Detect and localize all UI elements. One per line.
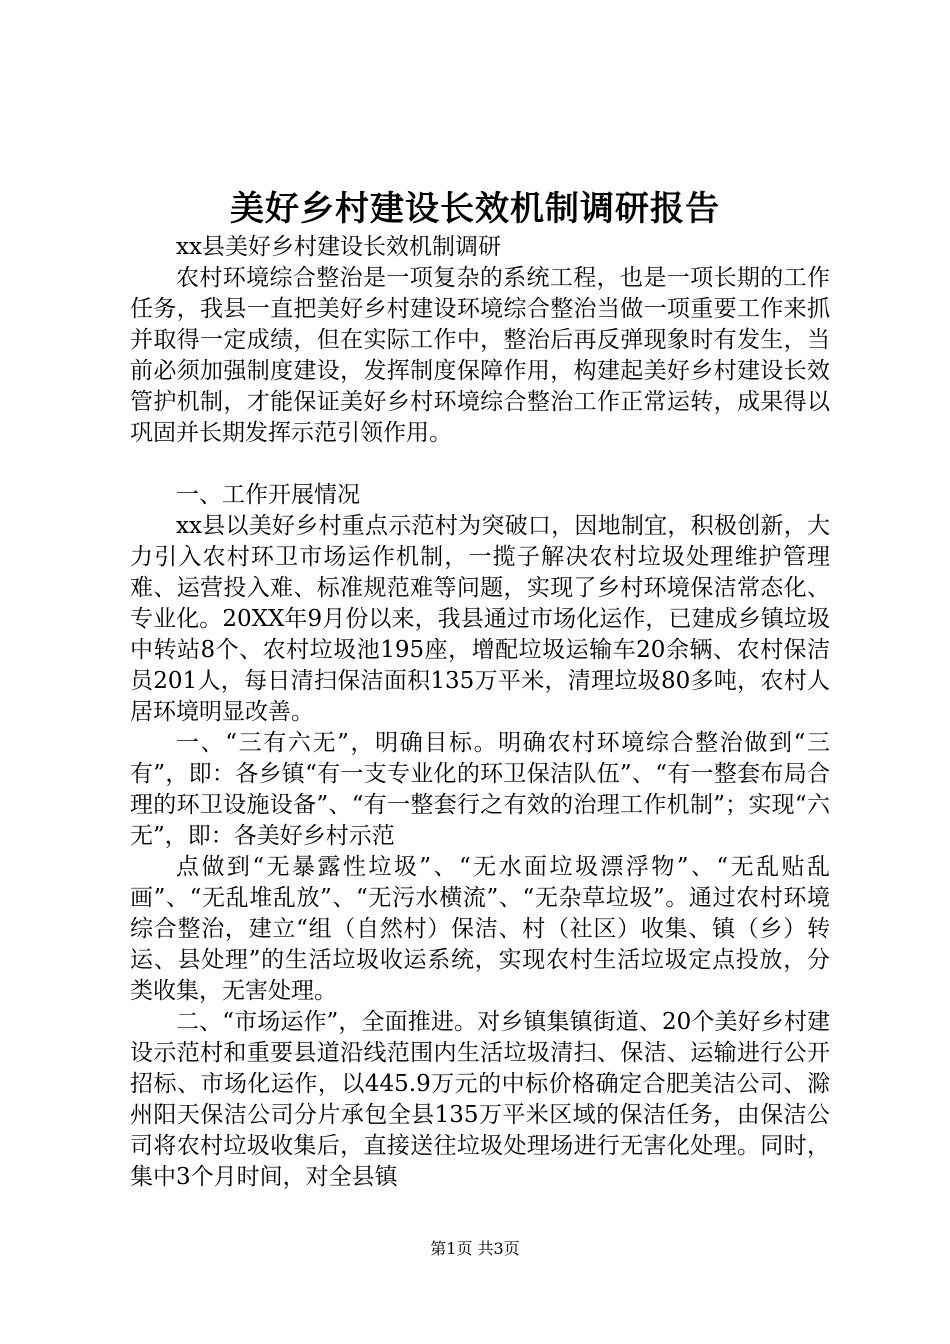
point-two-paragraph: 二、“市场运作”，全面推进。对乡镇集镇街道、20个美好乡村建设示范村和重要县道沿线范围内生活垃圾清扫、保洁、运输进行公开招标、市场化运作，以445.9万元的中标价格确定合肥美洁公司、滁州阳天保洁公司分片承包全县135万平米区域的保洁任务，由保洁公司将农村垃圾收集后，直接送往垃圾处理场进行无害化处理。同时，集中3个月时间，对全县镇 — [130, 1009, 830, 1190]
subtitle-paragraph: xx县美好乡村建设长效机制调研 — [176, 234, 501, 260]
intro-paragraph: 农村环境综合整治是一项复杂的系统工程，也是一项长期的工作任务，我县一直把美好乡村建设环境综合整治当做一项重要工作来抓并取得一定成绩，但在实际工作中，整治后再反弹现象时有发生，当前必须加强制度建设，发挥制度保障作用，构建起美好乡村建设长效管护机制，才能保证美好乡村环境综合整治工作正常运转，成果得以巩固并长期发挥示范引领作用。 — [130, 265, 830, 446]
document-body — [130, 232, 830, 1193]
section-heading: 一、工作开展情况 — [176, 482, 360, 508]
document-title: 美好乡村建设长效机制调研报告 — [230, 189, 720, 229]
overview-paragraph: xx县以美好乡村重点示范村为突破口，因地制宜，积极创新，大力引入农村环卫市场运作机制，一揽子解决农村垃圾处理维护管理难、运营投入难、标准规范难等问题，实现了乡村环境保洁常态化、专业化。20XX年9月份以来，我县通过市场化运作，已建成乡镇垃圾中转站8个、农村垃圾池195座，增配垃圾运输车20余辆、农村保洁员201人，每日清扫保洁面积135万平米，清理垃圾80多吨，农村人居环境明显改善。 — [130, 513, 830, 725]
point-one-continued-paragraph: 点做到“无暴露性垃圾”、“无水面垃圾漂浮物”、“无乱贴乱画”、“无乱堆乱放”、“无污水横流”、“无杂草垃圾”。通过农村环境综合整治，建立“组（自然村）保洁、村（社区）收集、镇（乡）转运、县处理”的生活垃圾收运系统，实现农村生活垃圾定点投放，分类收集，无害处理。 — [130, 854, 830, 1004]
page-number-footer: 第1页 共3页 — [430, 1239, 520, 1258]
point-one-paragraph: 一、“三有六无”，明确目标。明确农村环境综合整治做到“三有”，即：各乡镇“有一支专业化的环卫保洁队伍”、“有一整套布局合理的环卫设施设备”、“有一整套行之有效的治理工作机制”；实现“六无”，即：各美好乡村示范 — [130, 730, 830, 849]
